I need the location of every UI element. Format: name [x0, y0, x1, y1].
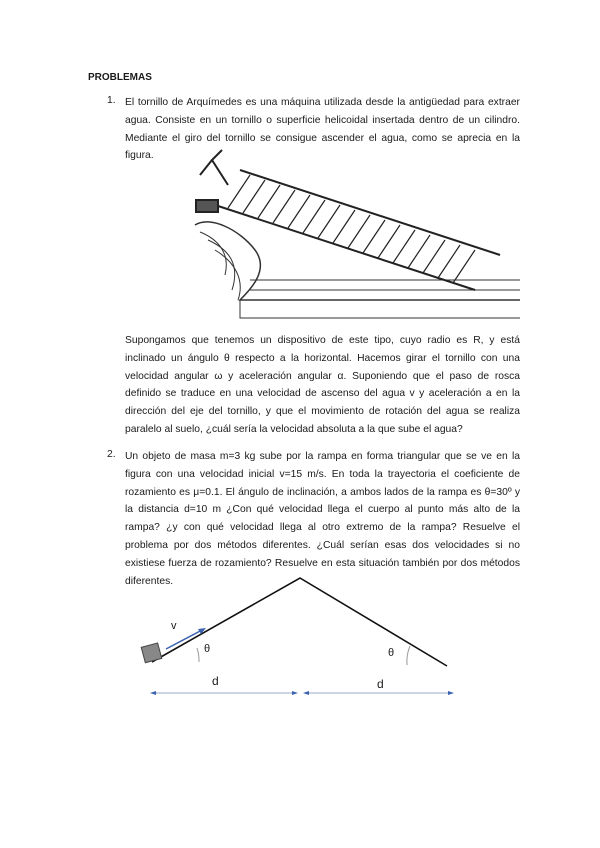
distance-label-right: d [377, 677, 384, 691]
velocity-arrow [166, 629, 204, 649]
problem-1-question: Supongamos que tenemos un dispositivo de este tipo, cuyo radio es R, y está inclinado un ángulo θ respecto a la horizontal. Hacemos girar el tornillo con una velocidad angular ω y aceleración angular α. Suponiendo que el paso de rosca definido se traduce en una velocidad de ascenso del agua v y aceleración a en la dirección del eje del tornillo, y que el movimiento de rotación del agua se realiza paralelo al suelo, ¿cuál sería la velocidad absoluta a la que sube el agua? [125, 335, 520, 435]
problem-2-text: Un objeto de masa m=3 kg sube por la rampa en forma triangular que se ve en la figura con una velocidad inicial v=15 m/s. En toda la trayectoria el coeficiente de rozamiento es μ=0.1. El ángulo de inclinación, a ambos lados de la rampa es θ=30º y la distancia d=10 m ¿Con qué velocidad llega el cuerpo al punto más alto de la rampa? ¿y con qué velocidad llega al otro extremo de la rampa? Resuelve el problema por dos métodos diferentes. ¿Cuál serían esas dos velocidades si no existiese fuerza de rozamiento? Resuelve en esta situación también por dos métodos diferentes. [125, 451, 520, 587]
angle-arc-right [407, 646, 410, 665]
angle-label-right: θ [388, 647, 395, 659]
problem-1-intro: El tornillo de Arquímedes es una máquina utilizada desde la antigüedad para extraer agua. Consiste en un tornillo o superficie helicoidal insertada dentro de un cilindro. Mediante el giro del tornillo se consigue ascender el agua, como se aprecia en la figura. [125, 97, 520, 162]
problem-2-number: 2. [107, 449, 116, 460]
velocity-label: v [171, 620, 177, 632]
ramp-line [152, 578, 447, 666]
section-heading: PROBLEMAS [88, 72, 152, 83]
distance-label-left: d [212, 674, 219, 688]
angle-arc-left [197, 648, 199, 662]
problem-1-number: 1. [107, 95, 116, 106]
block [141, 643, 162, 663]
angle-label-left: θ [204, 643, 211, 655]
